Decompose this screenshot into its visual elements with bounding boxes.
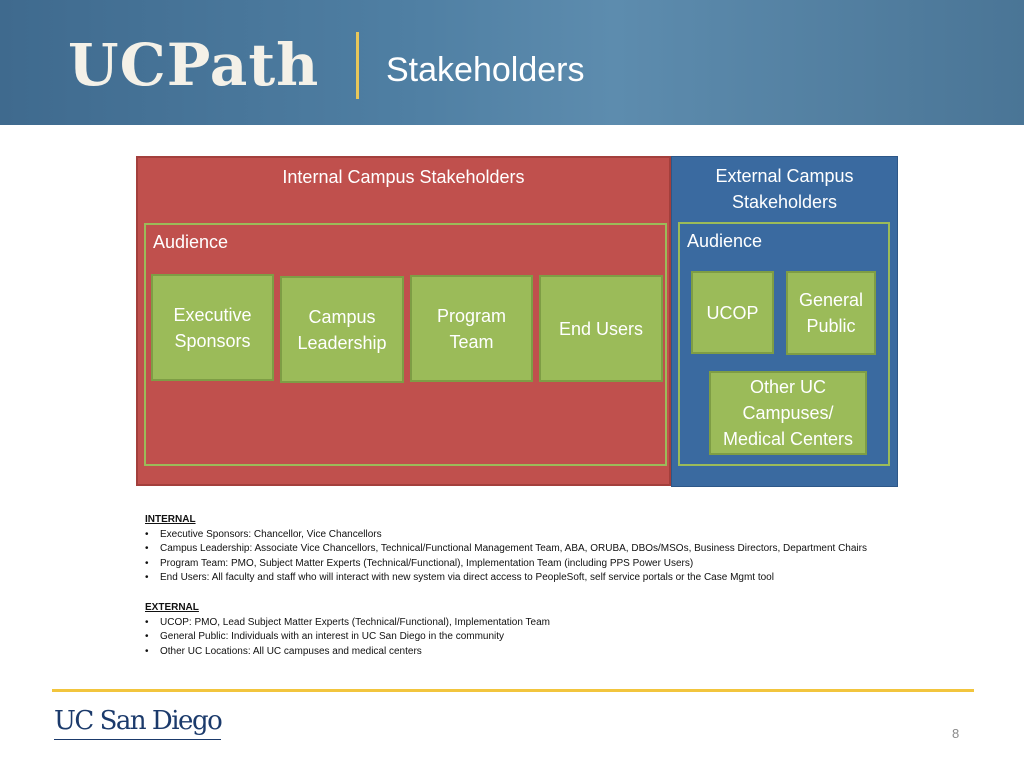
executive-sponsors-label: Executive Sponsors — [173, 304, 252, 351]
external-panel — [671, 156, 898, 487]
internal-audience-label: Audience — [153, 232, 229, 252]
list-item: • Campus Leadership: Associate Vice Chancellors, Technical/Functional Management Team, ABA, ORUBA, DBOs/MSOs, Business Directors, Department Chairs — [145, 542, 945, 557]
internal-panel-title: Internal Campus Stakeholders — [282, 167, 525, 187]
ucop-box — [691, 271, 774, 354]
page-number: 8 — [952, 726, 960, 741]
list-item: • Program Team: PMO, Subject Matter Experts (Technical/Functional), Implementation Team (including PPS Power Users) — [145, 557, 945, 572]
footer-accent-line — [52, 689, 974, 692]
executive-sponsors-box — [151, 274, 274, 381]
program-team-box — [410, 275, 533, 382]
internal-notes-list — [145, 528, 945, 586]
external-notes-list — [145, 616, 945, 660]
list-item: • End Users: All faculty and staff who will interact with new system via direct access to PeopleSoft, self service portals or the Case Mgmt tool — [145, 571, 945, 586]
campus-leadership-box — [280, 276, 404, 383]
program-team-label: Program Team — [436, 305, 507, 352]
notes-spacer — [145, 586, 945, 601]
header-banner — [0, 0, 1024, 125]
external-notes-header: EXTERNAL — [145, 601, 199, 613]
external-audience-label: Audience — [687, 231, 763, 251]
other-uc-campuses-label: Other UC Campuses/ Medical Centers — [722, 377, 854, 449]
general-public-box — [786, 271, 876, 355]
external-panel-title — [672, 163, 897, 215]
slide-title: Stakeholders — [386, 51, 585, 89]
list-item: • UCOP: PMO, Lead Subject Matter Experts (Technical/Functional), Implementation Team — [145, 616, 945, 631]
general-public-label: General Public — [798, 290, 864, 336]
list-item: • Other UC Locations: All UC campuses and medical centers — [145, 645, 945, 660]
stakeholder-notes — [145, 513, 945, 659]
uc-san-diego-logo: UC San Diego — [54, 704, 221, 740]
end-users-label: End Users — [558, 318, 644, 339]
end-users-box — [539, 275, 663, 382]
ucop-label: UCOP — [706, 302, 759, 323]
logo-divider — [356, 32, 359, 99]
ucpath-logo: UCPath — [68, 31, 320, 99]
external-panel-title-text: External Campus Stakeholders — [715, 166, 854, 212]
internal-notes-header: INTERNAL — [145, 514, 196, 525]
list-item: • General Public: Individuals with an interest in UC San Diego in the community — [145, 630, 945, 645]
list-item: • Executive Sponsors: Chancellor, Vice Chancellors — [145, 528, 945, 543]
stakeholder-diagram — [136, 156, 898, 487]
other-uc-campuses-box — [709, 371, 867, 455]
internal-panel — [136, 156, 671, 486]
campus-leadership-label: Campus Leadership — [297, 306, 387, 353]
